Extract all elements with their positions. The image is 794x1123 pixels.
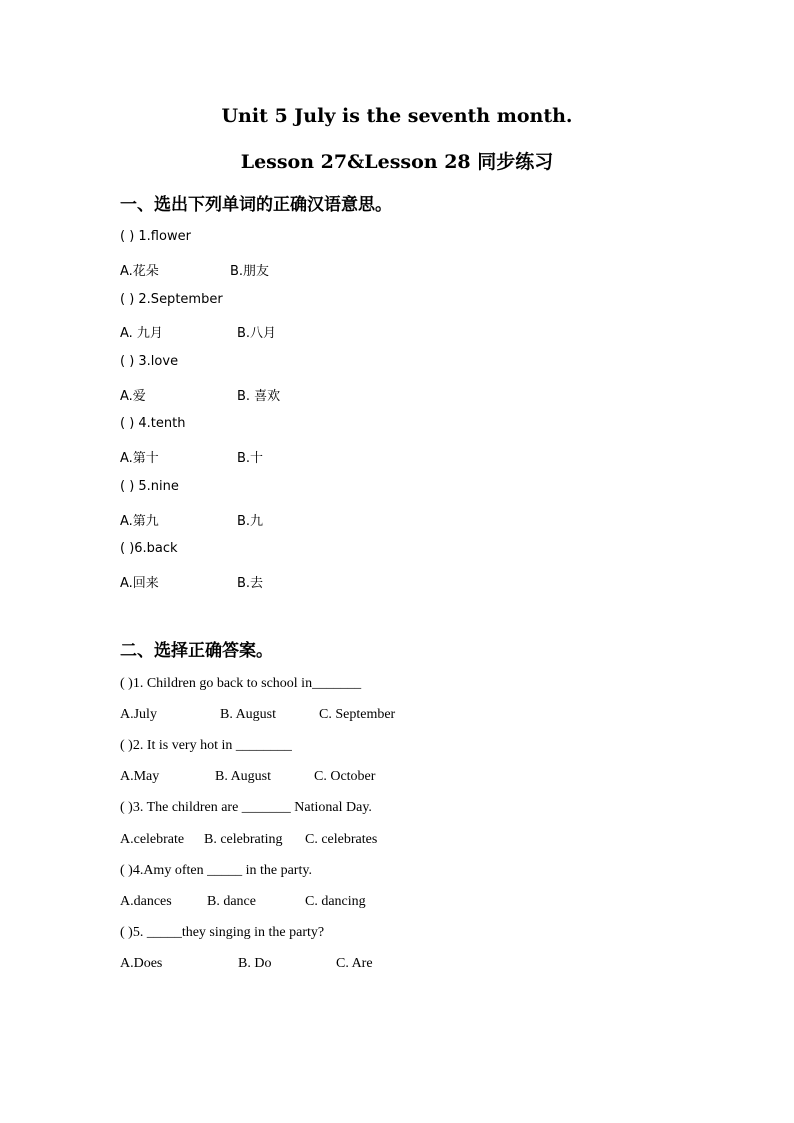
s2-q5-options <box>120 956 440 974</box>
worksheet-title: Unit 5 July is the seventh month. <box>221 105 573 127</box>
s2-q3-option-a: A.celebrate <box>120 832 185 847</box>
s2-q4-option-b: B. dance <box>207 894 256 909</box>
s2-q2-option-c: C. October <box>314 769 376 784</box>
s2-q3-option-b: B. celebrating <box>204 832 283 847</box>
s1-q1-option-b: B.朋友 <box>230 264 270 279</box>
s2-q2-stem: ( )2. It is very hot in ________ <box>120 738 292 753</box>
s2-q5-option-b: B. Do <box>238 956 272 971</box>
s1-q5-option-a: A.第九 <box>120 514 159 529</box>
s1-q1-options <box>120 260 420 278</box>
s2-q4-stem: ( )4.Amy often _____ in the party. <box>120 863 312 878</box>
s2-q1-stem: ( )1. Children go back to school in_______ <box>120 676 362 691</box>
s1-q2-stem: ( ) 2.September <box>120 292 223 307</box>
s2-q3-options <box>120 832 440 850</box>
worksheet-subtitle: Lesson 27&Lesson 28 同步练习 <box>240 151 554 173</box>
s2-q2-options <box>120 769 440 787</box>
s1-q4-stem: ( ) 4.tenth <box>120 416 186 431</box>
s1-q4-option-a: A.第十 <box>120 451 159 466</box>
s1-q5-options <box>120 510 420 528</box>
section-2-heading: 二、选择正确答案。 <box>120 641 273 661</box>
s1-q1-option-a: A.花朵 <box>120 264 159 279</box>
s2-q1-option-c: C. September <box>319 707 396 722</box>
s2-q5-option-a: A.Does <box>120 956 163 971</box>
s1-q2-option-a: A. 九月 <box>120 326 163 341</box>
s1-q4-option-b: B.十 <box>237 451 264 466</box>
s2-q4-option-c: C. dancing <box>305 894 366 909</box>
s1-q2-options <box>120 322 420 340</box>
s1-q5-option-b: B.九 <box>237 514 264 529</box>
s1-q6-option-b: B.去 <box>237 576 264 591</box>
s1-q3-stem: ( ) 3.love <box>120 354 179 369</box>
s2-q4-option-a: A.dances <box>120 894 172 909</box>
s1-q3-option-a: A.爱 <box>120 389 146 404</box>
s1-q3-options <box>120 385 420 403</box>
section-1-heading: 一、选出下列单词的正确汉语意思。 <box>120 195 392 215</box>
s2-q5-stem: ( )5. _____they singing in the party? <box>120 925 325 940</box>
s2-q2-option-b: B. August <box>215 769 272 784</box>
s1-q6-option-a: A.回来 <box>120 576 159 591</box>
s1-q4-options <box>120 447 420 465</box>
s2-q1-option-a: A.July <box>120 707 157 722</box>
s2-q1-option-b: B. August <box>220 707 277 722</box>
s1-q6-stem: ( )6.back <box>120 541 178 556</box>
s1-q3-option-b: B. 喜欢 <box>237 389 281 404</box>
s1-q1-stem: ( ) 1.flower <box>120 229 191 244</box>
s2-q5-option-c: C. Are <box>336 956 373 971</box>
s1-q6-options <box>120 572 420 590</box>
s2-q2-option-a: A.May <box>120 769 160 784</box>
s2-q4-options <box>120 894 440 912</box>
s2-q3-option-c: C. celebrates <box>305 832 378 847</box>
s2-q3-stem: ( )3. The children are _______ National Day. <box>120 800 372 815</box>
s2-q1-options <box>120 707 440 725</box>
s1-q5-stem: ( ) 5.nine <box>120 479 179 494</box>
s1-q2-option-b: B.八月 <box>237 326 277 341</box>
